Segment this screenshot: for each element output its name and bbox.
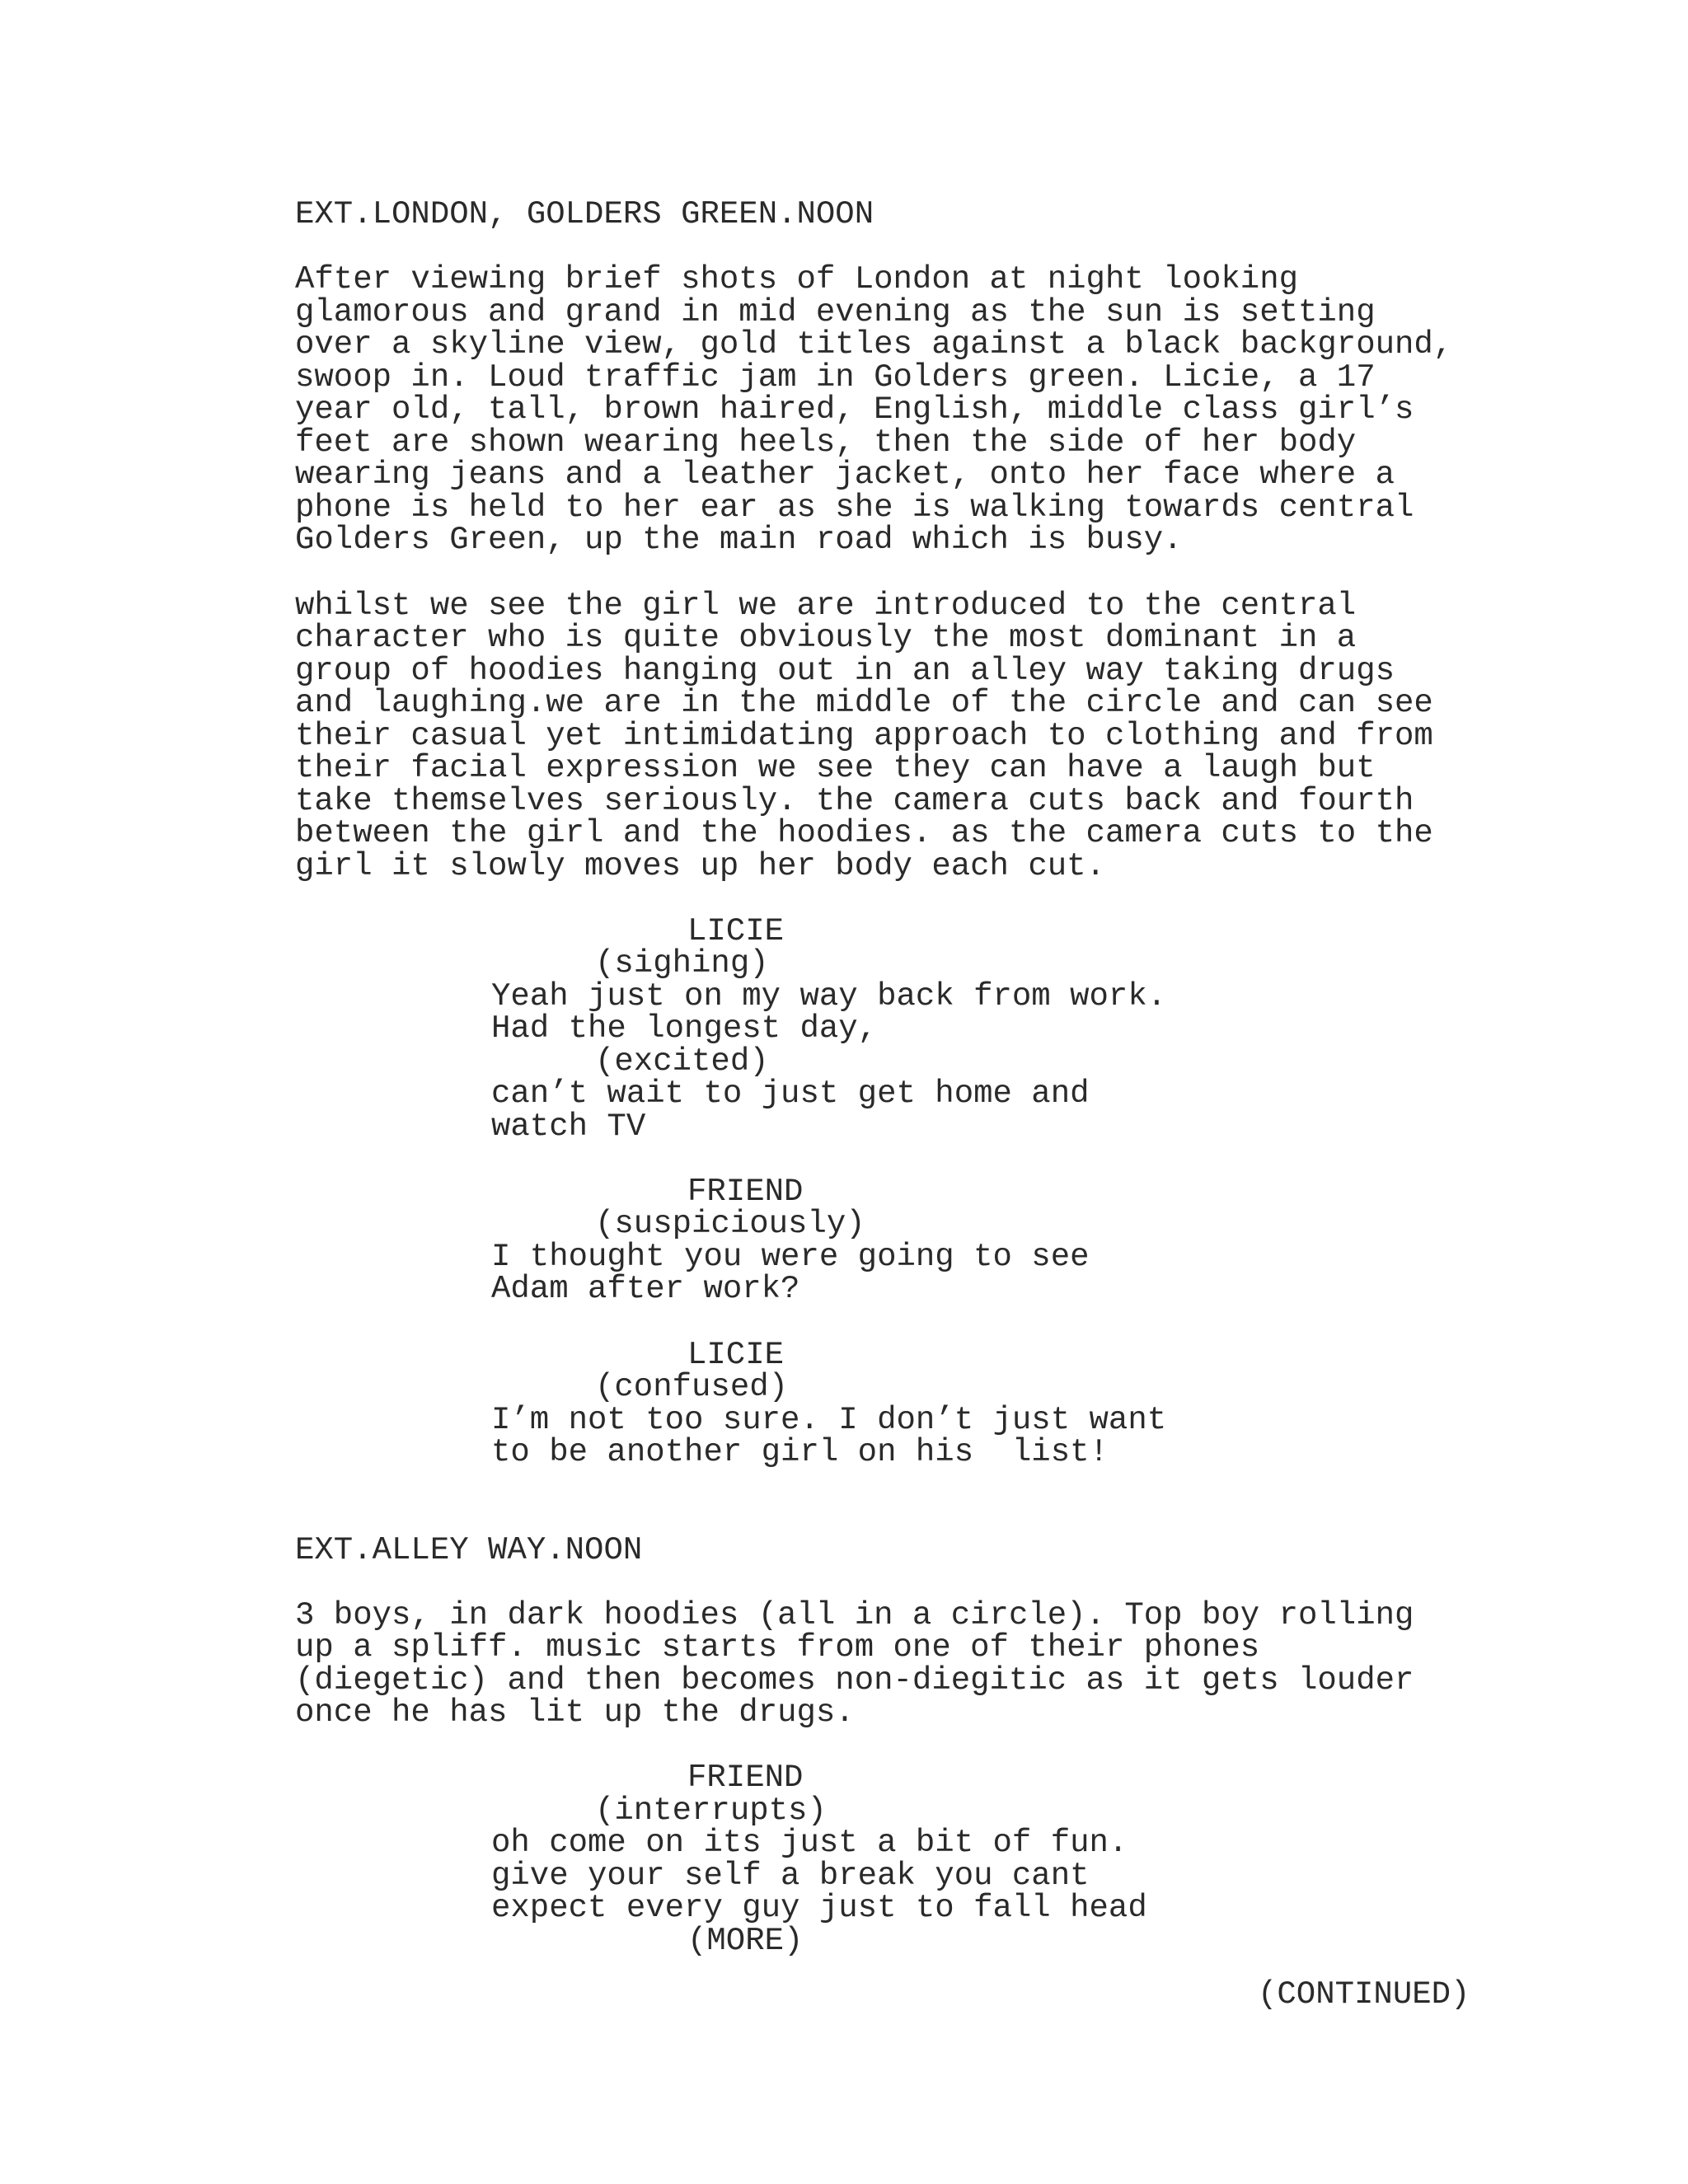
character-name: FRIEND bbox=[687, 1174, 804, 1210]
action-line: phone is held to her ear as she is walking towards central bbox=[295, 490, 1414, 526]
action-line: character who is quite obviously the most dominant in a bbox=[295, 620, 1357, 656]
action-line: Golders Green, up the main road which is busy. bbox=[295, 522, 1183, 558]
character-name: LICIE bbox=[687, 913, 785, 949]
scene-heading: EXT.LONDON, GOLDERS GREEN.NOON bbox=[295, 196, 874, 232]
dialogue-line: Had the longest day, bbox=[491, 1010, 878, 1047]
dialogue-line: expect every guy just to fall head bbox=[491, 1890, 1147, 1926]
action-line: once he has lit up the drugs. bbox=[295, 1694, 855, 1731]
action-line: swoop in. Loud traffic jam in Golders green. Licie, a 17 bbox=[295, 359, 1376, 396]
action-line: between the girl and the hoodies. as the camera cuts to the bbox=[295, 815, 1433, 851]
action-line: After viewing brief shots of London at night looking bbox=[295, 261, 1298, 298]
character-name: LICIE bbox=[687, 1337, 785, 1373]
action-line: up a spliff. music starts from one of their phones bbox=[295, 1629, 1260, 1666]
action-line: their casual yet intimidating approach to clothing and from bbox=[295, 718, 1433, 754]
action-line: feet are shown wearing heels, then the side of her body bbox=[295, 424, 1357, 461]
more-marker: (MORE) bbox=[687, 1923, 804, 1959]
action-line: girl it slowly moves up her body each cut. bbox=[295, 848, 1105, 884]
dialogue-line: oh come on its just a bit of fun. bbox=[491, 1825, 1128, 1861]
parenthetical: (sighing) bbox=[595, 945, 769, 982]
action-line: 3 boys, in dark hoodies (all in a circle). Top boy rolling bbox=[295, 1597, 1414, 1633]
parenthetical: (excited) bbox=[595, 1043, 769, 1080]
action-line: group of hoodies hanging out in an alley way taking drugs bbox=[295, 653, 1395, 689]
action-line: wearing jeans and a leather jacket, onto her face where a bbox=[295, 457, 1395, 493]
action-line: and laughing.we are in the middle of the circle and can see bbox=[295, 685, 1433, 721]
dialogue-line: give your self a break you cant bbox=[491, 1858, 1090, 1894]
parenthetical: (confused) bbox=[595, 1369, 789, 1405]
parenthetical: (suspiciously) bbox=[595, 1206, 865, 1242]
dialogue-line: to be another girl on his list! bbox=[491, 1434, 1109, 1470]
action-line: year old, tall, brown haired, English, middle class girl’s bbox=[295, 391, 1414, 428]
action-line: take themselves seriously. the camera cuts back and fourth bbox=[295, 783, 1414, 819]
dialogue-line: watch TV bbox=[491, 1108, 646, 1145]
dialogue-line: I thought you were going to see bbox=[491, 1239, 1090, 1275]
action-line: glamorous and grand in mid evening as the sun is setting bbox=[295, 294, 1376, 330]
dialogue-line: Adam after work? bbox=[491, 1271, 800, 1307]
parenthetical: (interrupts) bbox=[595, 1793, 827, 1829]
dialogue-line: can’t wait to just get home and bbox=[491, 1076, 1090, 1112]
character-name: FRIEND bbox=[687, 1760, 804, 1796]
action-line: their facial expression we see they can have a laugh but bbox=[295, 750, 1376, 786]
scene-heading: EXT.ALLEY WAY.NOON bbox=[295, 1532, 643, 1568]
dialogue-line: Yeah just on my way back from work. bbox=[491, 978, 1167, 1015]
dialogue-line: I’m not too sure. I don’t just want bbox=[491, 1402, 1167, 1438]
continued-marker: (CONTINUED) bbox=[1258, 1976, 1470, 2013]
action-line: over a skyline view, gold titles against a black background, bbox=[295, 326, 1453, 363]
action-line: (diegetic) and then becomes non-diegitic as it gets louder bbox=[295, 1662, 1414, 1699]
action-line: whilst we see the girl we are introduced to the central bbox=[295, 588, 1357, 624]
